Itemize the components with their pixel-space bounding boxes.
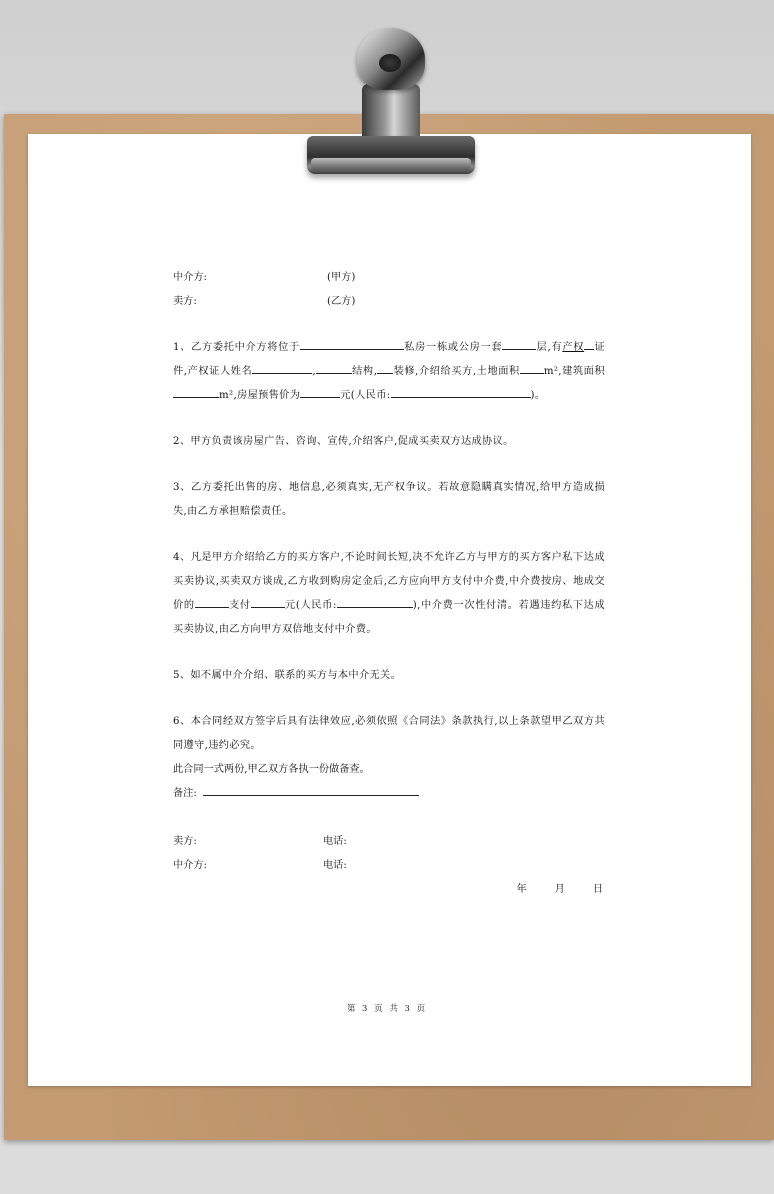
blank-land-area xyxy=(520,360,544,374)
clause-1-text: m²,房屋预售价为 xyxy=(219,390,301,401)
contract-body xyxy=(173,266,605,902)
blank-decoration xyxy=(377,360,393,374)
seller-signature-row xyxy=(173,830,605,854)
clip-lip xyxy=(311,158,471,170)
year-label: 年 xyxy=(516,884,527,895)
page-footer: 第 3 页 共 3 页 xyxy=(346,1004,428,1014)
clause-1 xyxy=(173,336,605,408)
clip-arm xyxy=(362,84,420,144)
clause-6: 6、本合同经双方签字后具有法律效应,必须依照《合同法》条款执行,以上条款望甲乙双方共同遵守,违约必究。 xyxy=(173,716,605,751)
copies-note: 此合同一式两份,甲乙双方各执一份做备查。 xyxy=(173,764,370,775)
intermediary-phone-label: 电话: xyxy=(323,860,347,871)
party-intermediary-row xyxy=(173,266,605,290)
clause-1-text: 层,有 xyxy=(536,342,563,353)
clause-4-text: 元(人民币: xyxy=(284,600,337,611)
intermediary-signature-label: 中介方: xyxy=(173,860,207,871)
property-right-text: 产权 xyxy=(562,342,585,353)
blank-cert xyxy=(584,336,594,350)
blank-presale-price xyxy=(300,384,340,398)
remark-label: 备注: xyxy=(173,788,197,799)
party-seller-row xyxy=(173,290,605,314)
clause-1-text: m²,建 xyxy=(543,366,573,377)
clause-4-text: 支付 xyxy=(228,600,251,611)
clause-4-text: ),中介费一次性付清。若遇违约私下达成买卖协议,由乙方向甲方双倍地支付中介费。 xyxy=(173,600,605,635)
blank-building-area xyxy=(173,384,219,398)
clause-1-text: 证 xyxy=(594,342,605,353)
remark-line xyxy=(203,782,419,796)
blank-structure xyxy=(316,360,352,374)
day-label: 日 xyxy=(592,884,603,895)
date-row xyxy=(173,878,605,902)
clause-1-text: 装修,介绍给买方,土地面积 xyxy=(393,366,520,377)
clause-1-text: )。 xyxy=(530,390,546,401)
seller-role: (乙方) xyxy=(327,296,356,307)
remark-row xyxy=(173,782,605,806)
blank-percent xyxy=(195,594,229,608)
seller-signature-label: 卖方: xyxy=(173,836,197,847)
clause-1-text: 结构, xyxy=(351,366,378,377)
blank-fee xyxy=(251,594,285,608)
clause-1-text: 私房一栋或公房一套 xyxy=(403,342,503,353)
seller-label: 卖方: xyxy=(173,296,197,307)
clause-4 xyxy=(173,546,605,642)
blank-owner-name xyxy=(252,360,312,374)
month-label: 月 xyxy=(554,884,565,895)
clip-ring-icon xyxy=(357,28,425,90)
clause-1-text: , xyxy=(312,366,316,377)
blank-floor xyxy=(502,336,536,350)
intermediary-signature-row xyxy=(173,854,605,878)
intermediary-role: (甲方) xyxy=(327,272,356,283)
blank-location xyxy=(300,336,404,350)
clause-1-text: 1、乙方委托中介方将位于 xyxy=(173,342,300,353)
clause-5: 5、如不属中介介绍、联系的买方与本中介无关。 xyxy=(173,670,402,681)
clause-2: 2、甲方负责该房屋广告、咨询、宣传,介绍客户,促成买卖双方达成协议。 xyxy=(173,436,514,447)
clause-1-text: 元(人民币: xyxy=(340,390,391,401)
clause-3: 3、乙方委托出售的房、地信息,必须真实,无产权争议。若故意隐瞒真实情况,给甲方造成损失,由乙方承担赔偿责任。 xyxy=(173,482,605,517)
blank-rmb-amount xyxy=(391,384,531,398)
clause-4-text: 4、凡是甲方介绍给乙方的买方客户,不论时间长短,决不允许乙方与甲方的买方客户私下达成买卖协议,买卖双方谈成,乙方收到购房定金后,乙方应向甲方支付中介费,中介费按房、地成交价的 xyxy=(173,552,605,611)
seller-phone-label: 电话: xyxy=(323,836,347,847)
clause-1-text: 筑面积 xyxy=(572,366,605,377)
intermediary-label: 中介方: xyxy=(173,272,207,283)
clause-1-text: 件,产权证人姓名 xyxy=(173,366,253,377)
blank-fee-rmb xyxy=(337,594,413,608)
